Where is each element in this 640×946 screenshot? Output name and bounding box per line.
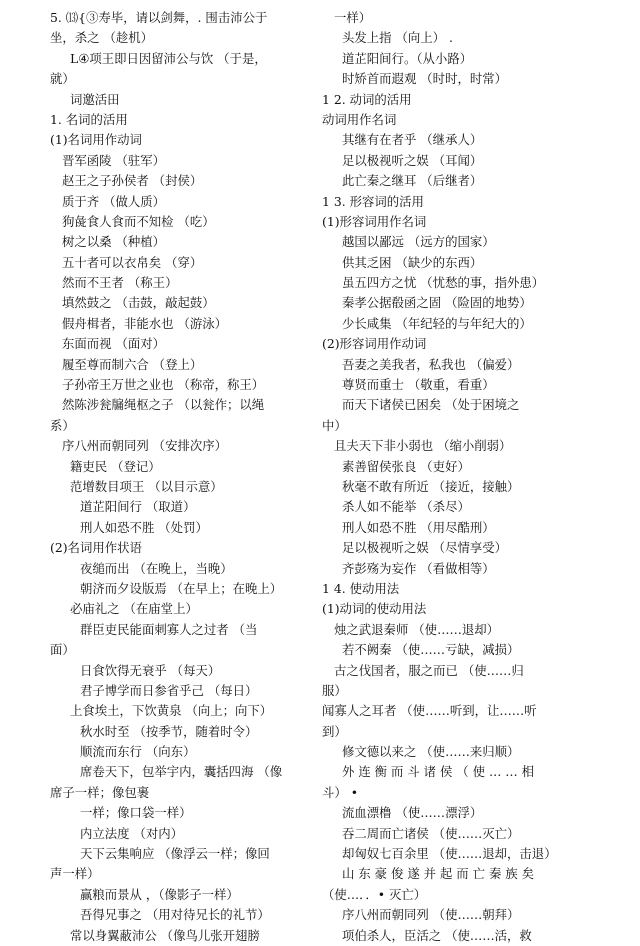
text-line: 1 3. 形容词的活用 bbox=[322, 193, 424, 209]
text-line: 山 东 豪 俊 遂 并 起 而 亡 秦 族 矣 bbox=[342, 866, 535, 882]
text-line: 素善留侯张良 （吏好） bbox=[342, 458, 470, 474]
text-line: 序八州而朝同列 （使……朝拜） bbox=[342, 907, 520, 923]
text-line: 词邀活田 bbox=[70, 91, 120, 107]
text-line: 1 2. 动词的活用 bbox=[322, 91, 412, 107]
text-line: 吞二周而亡诸侯 （使……灭亡） bbox=[342, 825, 520, 841]
text-line: (1)动词的使动用法 bbox=[322, 601, 427, 617]
text-line: 服） bbox=[322, 682, 347, 698]
text-line: 晋军函陵 （驻军） bbox=[62, 152, 166, 168]
text-line: 修文德以来之 （使……来归顺） bbox=[342, 744, 520, 760]
text-line: 少长咸集 （年纪轻的与年纪大的） bbox=[342, 315, 532, 331]
text-line: 席卷天下，包举宇内，囊括四海 （像 bbox=[80, 764, 283, 780]
text-line: (2)名词用作状语 bbox=[50, 540, 142, 556]
text-line: 却匈奴七百余里 （使……退却，击退） bbox=[342, 846, 557, 862]
text-line: 常以身翼蔽沛公 （像鸟儿张开翅膀 bbox=[70, 927, 260, 943]
text-line: 赵王之子孙侯者 （封侯） bbox=[62, 173, 203, 189]
text-line: 越国以鄙远 （远方的国家） bbox=[342, 234, 495, 250]
text-line: 齐彭殇为妄作 （看做相等） bbox=[342, 560, 495, 576]
text-line: 足以极视听之娱 （耳闻） bbox=[342, 152, 483, 168]
text-line: 吾妻之美我者，私我也 （偏爱） bbox=[342, 356, 520, 372]
text-line: 斗） • bbox=[322, 784, 359, 800]
text-line: 一样） bbox=[334, 10, 372, 25]
text-line: 面） bbox=[50, 642, 75, 658]
text-line: (1)形容词用作名词 bbox=[322, 213, 427, 229]
text-line: 虽五四方之忧 （忧愁的事，指外患） bbox=[342, 275, 545, 291]
text-line: 秦孝公据殽函之固 （险固的地势） bbox=[342, 295, 532, 311]
text-line: 席子一样；像包裹 bbox=[50, 784, 150, 800]
text-line: L④项王即日因留沛公与饮 （于是， bbox=[70, 50, 267, 66]
text-line: 坐，杀之 （趁机） bbox=[50, 30, 154, 46]
text-line: 质于齐 （做人质） bbox=[62, 193, 166, 209]
text-line: 五十者可以衣帛矣 （穿） bbox=[62, 254, 203, 270]
text-line: 尊贤而重士 （敬重，看重） bbox=[342, 377, 495, 393]
text-line: 树之以桑 （种植） bbox=[62, 234, 166, 250]
text-line: 秋水时至 （按季节，随着时令） bbox=[80, 723, 258, 739]
text-line: 日食饮得无衰乎 （每天） bbox=[80, 662, 221, 678]
text-line: 然陈涉瓮牖绳枢之子 （以瓮作；以绳 bbox=[62, 397, 265, 413]
right-column bbox=[322, 8, 578, 946]
text-line: 假舟楫者，非能水也 （游泳） bbox=[62, 315, 228, 331]
text-line: 到） bbox=[322, 723, 347, 739]
text-line: 此亡秦之继耳 （后继者） bbox=[342, 173, 483, 189]
text-line: 籍吏民 （登记） bbox=[70, 458, 161, 474]
text-line: 声一样） bbox=[50, 866, 100, 882]
text-line: 朝济而夕设版焉 （在早上；在晚上） bbox=[80, 580, 283, 596]
text-line: （使…．．• 灭亡） bbox=[322, 886, 427, 902]
text-line: 序八州而朝同列 （安排次序） bbox=[62, 438, 228, 454]
text-line: 且夫天下非小弱也 （缩小削弱） bbox=[334, 438, 512, 454]
text-line: 子孙帝王万世之业也 （称帝，称王） bbox=[62, 377, 265, 393]
text-line: 外 连 衡 而 斗 诸 侯 （ 使 … … 相 bbox=[342, 764, 535, 780]
text-line: 范增数目项王 （以目示意） bbox=[70, 478, 223, 494]
text-line: 中） bbox=[322, 417, 347, 433]
text-line: 烛之武退秦师 （使……退却） bbox=[334, 621, 500, 637]
text-line: 项伯杀人，臣活之 （使……活，救 bbox=[342, 927, 532, 943]
text-line: 就） bbox=[50, 71, 75, 87]
text-line: 流血漂橹 （使……漂浮） bbox=[342, 805, 483, 821]
text-line: 动词用作名词 bbox=[322, 111, 397, 127]
text-line: 履至尊而制六合 （登上） bbox=[62, 356, 203, 372]
text-line: 其继有在者乎 （继承人） bbox=[342, 132, 483, 148]
text-line: 5. ⒀{③寿毕，请以剑舞，. 围击沛公于 bbox=[50, 10, 268, 25]
text-line: 上食埃土，下饮黄泉 （向上；向下） bbox=[70, 703, 273, 719]
text-line: 刑人如恐不胜 （用尽酷刑） bbox=[342, 519, 495, 535]
text-line: 1 4. 使动用法 bbox=[322, 580, 400, 596]
text-line: 足以极视听之娱 （尽情享受） bbox=[342, 540, 508, 556]
text-line: 狗彘食人食而不知检 （吃） bbox=[62, 213, 215, 229]
text-line: (2)形容词用作动词 bbox=[322, 336, 427, 352]
text-line: 东面而视 （面对） bbox=[62, 336, 166, 352]
text-line: 时矫首而遐观 （时时，时常） bbox=[342, 71, 508, 87]
text-line: 供其乏困 （缺少的东西） bbox=[342, 254, 483, 270]
left-column bbox=[50, 8, 312, 946]
text-line: 道芷阳间行 （取道） bbox=[80, 499, 196, 515]
text-line: 刑人如恐不胜 （处罚） bbox=[80, 519, 208, 535]
text-line: 必庙礼之 （在庙堂上） bbox=[70, 601, 198, 617]
text-line: 系） bbox=[50, 417, 75, 433]
text-line: 古之伐国者，服之而已 （使……归 bbox=[334, 662, 524, 678]
text-line: 而天下诸侯已困矣 （处于困境之 bbox=[342, 397, 520, 413]
text-line: 然而不王者 （称王） bbox=[62, 275, 178, 291]
text-line: 若不阙秦 （使……亏缺，减损） bbox=[342, 642, 520, 658]
text-line: 1. 名词的活用 bbox=[50, 111, 128, 127]
text-line: 道芷阳间行。（从小路） bbox=[342, 50, 473, 66]
text-line: 内立法度 （对内） bbox=[80, 825, 184, 841]
text-line: 杀人如不能举 （杀尽） bbox=[342, 499, 470, 515]
text-line: 顺流而东行 （向东） bbox=[80, 744, 196, 760]
text-line: 秋毫不敢有所近 （接近，接触） bbox=[342, 478, 520, 494]
text-line: 君子博学而日参省乎己 （每日） bbox=[80, 682, 258, 698]
text-line: (1)名词用作动词 bbox=[50, 132, 142, 148]
text-line: 吾得兄事之 （用对待兄长的礼节） bbox=[80, 907, 270, 923]
text-line: 填然鼓之 （击鼓，敲起鼓） bbox=[62, 295, 215, 311]
text-line: 闻寡人之耳者 （使……听到，让……听 bbox=[322, 703, 537, 719]
text-line: 一样；像口袋一样） bbox=[80, 805, 192, 821]
text-line: 天下云集响应 （像浮云一样；像回 bbox=[80, 846, 270, 862]
text-line: 赢粮而景从 ，（像影子一样） bbox=[80, 886, 239, 902]
text-line: 头发上指 （向上） . bbox=[342, 30, 453, 46]
text-line: 夜缒而出 （在晚上，当晚） bbox=[80, 560, 233, 576]
text-line: 群臣吏民能面刺寡人之过者 （当 bbox=[80, 621, 258, 637]
